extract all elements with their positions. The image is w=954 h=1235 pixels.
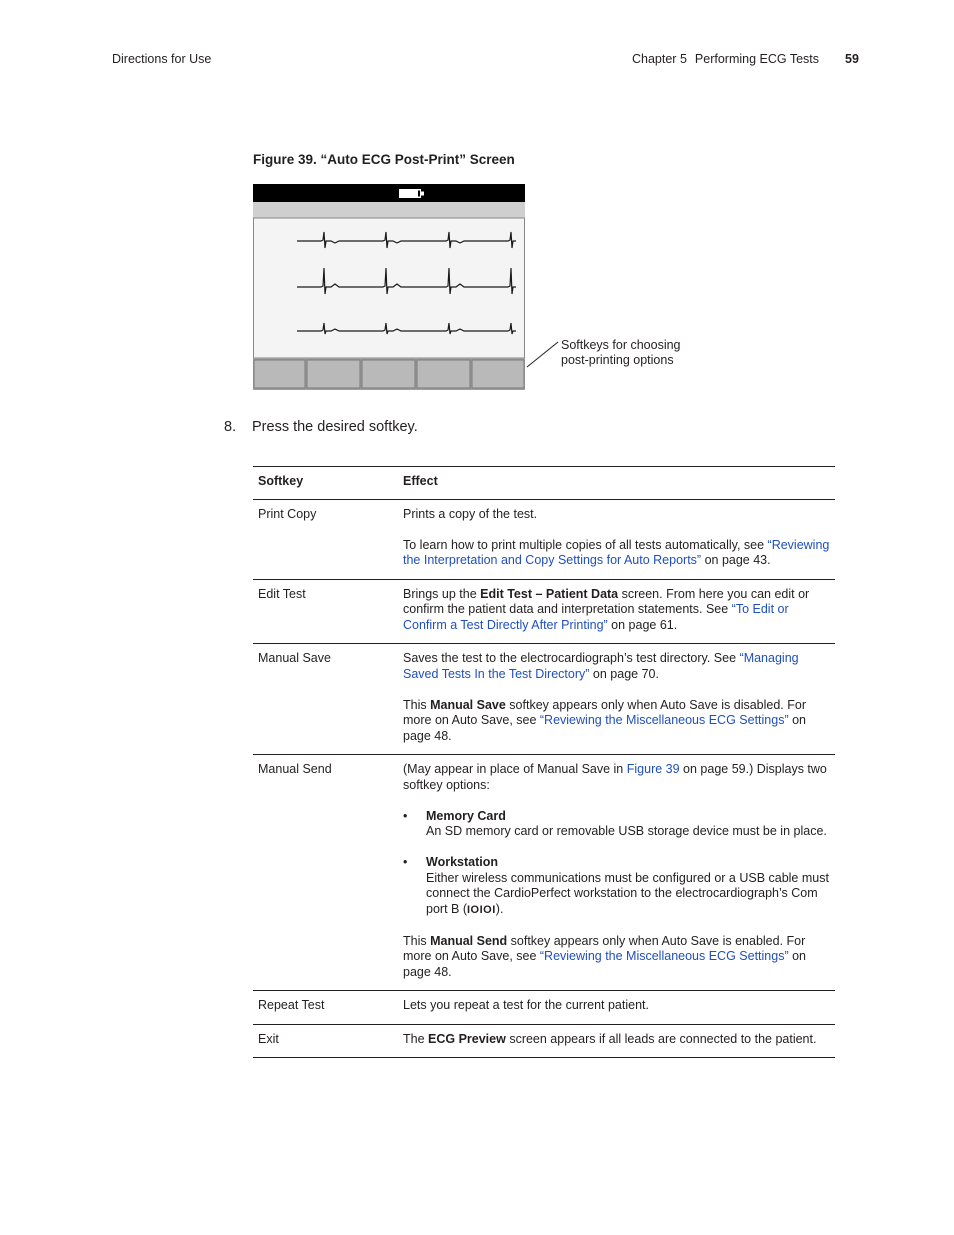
cross-reference-link[interactable]: “Reviewing the Miscellaneous ECG Settings” bbox=[539, 713, 789, 727]
softkey-name: Repeat Test bbox=[258, 998, 325, 1012]
effect-text-segment: (May appear in place of Manual Save in bbox=[403, 762, 627, 776]
bullet-title: Memory Card bbox=[426, 808, 506, 823]
effect-text bbox=[403, 762, 831, 793]
softkey-effect bbox=[398, 755, 835, 991]
effect-text-segment: on page 43. bbox=[701, 553, 771, 567]
softkey-name: Edit Test bbox=[258, 586, 306, 601]
table-row bbox=[253, 991, 835, 1025]
table-row bbox=[253, 1024, 835, 1058]
cross-reference-link[interactable]: “To Edit or Confirm a Test Directly After Printing” bbox=[403, 602, 789, 632]
running-header-right bbox=[632, 52, 859, 66]
effect-text-segment: on page 70. bbox=[589, 666, 659, 681]
effect-text-segment: Saves the test to the electrocardiograph’s test directory. See bbox=[403, 651, 740, 665]
figure-reference-link[interactable]: Figure 39 bbox=[626, 762, 680, 776]
effect-text-segment: This bbox=[403, 697, 431, 712]
screen-name: Edit Test – Patient Data bbox=[480, 586, 619, 601]
softkey-name: Manual Save bbox=[258, 651, 331, 665]
effect-text bbox=[403, 587, 831, 634]
figure-caption: Figure 39. “Auto ECG Post-Print” Screen bbox=[253, 152, 515, 167]
softkey-effect bbox=[398, 499, 835, 579]
softkey-name: Exit bbox=[258, 1031, 279, 1046]
com-port-icon: IOIOI bbox=[467, 903, 496, 916]
cross-reference-link[interactable]: “Reviewing the Miscellaneous ECG Settings” bbox=[539, 949, 789, 963]
step-text: Press the desired softkey. bbox=[252, 419, 418, 435]
effect-text-segment: softkey appears only when Auto Save is disabled. For more on Auto Save, see bbox=[403, 697, 806, 727]
screen-name: ECG Preview bbox=[428, 1031, 506, 1046]
softkey-buttons bbox=[254, 360, 524, 388]
effect-text: Prints a copy of the test. bbox=[403, 506, 538, 521]
bullet-text: Either wireless communications must be configured or a USB cable must connect the CardioPerfect workstation to the electrocardiograph’s Com port B ( bbox=[426, 870, 829, 916]
chapter-title: Performing ECG Tests bbox=[694, 52, 820, 66]
effect-text bbox=[403, 651, 831, 682]
table-header-row bbox=[253, 467, 835, 500]
ecg-screen-illustration bbox=[253, 184, 525, 390]
effect-text-segment: softkey appears only when Auto Save is enabled. For more on Auto Save, see bbox=[403, 933, 806, 963]
chapter-number: Chapter 5 bbox=[632, 52, 687, 66]
effect-text bbox=[403, 934, 831, 981]
effect-text-segment: screen appears if all leads are connected to the patient. bbox=[505, 1031, 817, 1046]
effect-text bbox=[403, 538, 831, 569]
softkey-effect bbox=[398, 579, 835, 644]
bullet-title: Workstation bbox=[426, 855, 498, 869]
effect-text-segment: on page 48. bbox=[403, 949, 806, 979]
column-header-softkey: Softkey bbox=[258, 474, 304, 488]
effect-text-segment: The bbox=[403, 1031, 429, 1046]
callout-leader-line bbox=[525, 340, 561, 370]
callout-line-2: post-printing options bbox=[561, 353, 674, 367]
softkey-name: Print Copy bbox=[258, 506, 317, 521]
effect-text-segment: on page 48. bbox=[403, 713, 806, 743]
step-8 bbox=[224, 419, 418, 435]
table-row bbox=[253, 755, 835, 991]
softkey-name: Manual Send bbox=[258, 762, 332, 776]
softkey-effect bbox=[398, 1024, 835, 1058]
softkey-effect: Lets you repeat a test for the current patient. bbox=[403, 998, 649, 1012]
column-header-effect: Effect bbox=[403, 474, 438, 488]
bullet-item bbox=[403, 809, 831, 840]
table-row bbox=[253, 499, 835, 579]
table-row bbox=[253, 579, 835, 644]
effect-text-segment: This bbox=[403, 933, 431, 948]
effect-text-segment: To learn how to print multiple copies of all tests automatically, see bbox=[403, 537, 768, 552]
figure-callout bbox=[561, 338, 681, 368]
bullet-icon: • bbox=[403, 855, 408, 869]
table-row bbox=[253, 644, 835, 755]
effect-text-segment: screen. From here you can edit or confirm the patient data and interpretation statements. See bbox=[403, 586, 810, 616]
softkey-reference: Manual Save bbox=[430, 697, 506, 712]
bullet-icon: • bbox=[403, 808, 408, 823]
softkey-table bbox=[253, 466, 835, 1058]
effect-text-segment: on page 61. bbox=[607, 617, 678, 632]
cross-reference-link[interactable]: “Managing Saved Tests In the Test Directory” bbox=[403, 651, 799, 681]
running-header-left: Directions for Use bbox=[112, 52, 212, 66]
page-number: 59 bbox=[845, 52, 859, 66]
cross-reference-link[interactable]: “Reviewing the Interpretation and Copy Settings for Auto Reports” bbox=[403, 537, 830, 567]
step-number: 8. bbox=[224, 419, 237, 435]
softkey-reference: Manual Send bbox=[430, 933, 508, 948]
effect-text bbox=[403, 698, 831, 745]
bullet-text: ). bbox=[495, 901, 504, 916]
bullet-item bbox=[403, 855, 831, 918]
bullet-text: An SD memory card or removable USB storage device must be in place. bbox=[426, 824, 827, 838]
softkey-effect bbox=[398, 644, 835, 755]
callout-line-1: Softkeys for choosing bbox=[561, 338, 681, 352]
battery-icon bbox=[399, 189, 424, 198]
effect-text-segment: on page 59.) Displays two softkey options: bbox=[403, 762, 827, 792]
effect-text-segment: Brings up the bbox=[403, 586, 481, 601]
